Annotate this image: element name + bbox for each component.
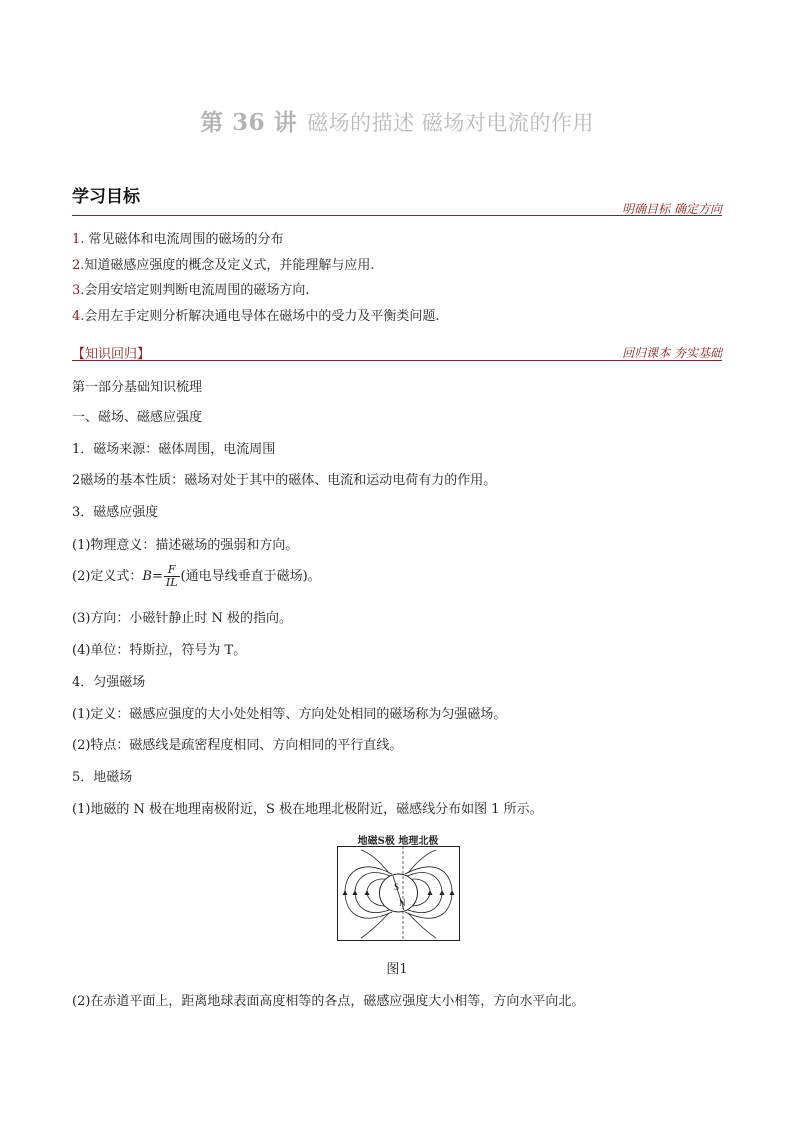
goals-list (72, 228, 722, 330)
section-divider (72, 215, 722, 216)
goal-item: 2.知道磁感应强度的概念及定义式，并能理解与应用. (72, 257, 375, 273)
knowledge-review-header (72, 343, 722, 361)
paragraph: 1．磁场来源：磁体周围，电流周围 (72, 442, 276, 457)
learning-goals-tagline: 明确目标 确定方向 (622, 202, 722, 216)
paragraph: 4．匀强磁场 (72, 675, 146, 690)
paragraph: 3．磁感应强度 (72, 505, 159, 520)
page-title (0, 104, 794, 137)
magnetic-field-diagram (337, 846, 460, 941)
paragraph: (1)定义：磁感应强度的大小处处相等、方向处处相同的磁场称为匀强磁场。 (72, 707, 507, 722)
paragraph: (2)特点：磁感线是疏密程度相同、方向相同的平行直线。 (72, 738, 403, 753)
goal-item: 4.会用左手定则分析解决通电导体在磁场中的受力及平衡类问题. (72, 308, 440, 324)
goal-item: 1. 常见磁体和电流周围的磁场的分布 (72, 232, 284, 247)
knowledge-review-tagline: 回归课本 夯实基础 (622, 346, 722, 360)
knowledge-review-heading: 【知识回归】 (72, 347, 151, 362)
formula-numerator: F (164, 564, 180, 577)
north-pole-label: N (399, 898, 406, 908)
learning-goals-header (72, 180, 722, 216)
paragraph: (4)单位：特斯拉，符号为 T。 (72, 643, 247, 658)
formula-fraction (164, 564, 180, 589)
figure-label: 地磁S极 地理北极 (357, 836, 439, 847)
south-pole-label: S (394, 882, 400, 892)
paragraph: 5．地磁场 (72, 770, 133, 785)
formula-denominator: IL (165, 576, 178, 589)
goal-item: 3.会用安培定则判断电流周围的磁场方向. (72, 283, 310, 298)
subsection-heading: 一、磁场、磁感应强度 (72, 410, 203, 425)
learning-goals-heading: 学习目标 (72, 187, 140, 207)
definition-formula-line: (2)定义式：B= $\frac{F}{IL}$ (通电导线垂直于磁场)。 (72, 563, 321, 589)
paragraph: (2)在赤道平面上，距离地球表面高度相等的各点，磁感应强度大小相等，方向水平向北。 (72, 994, 585, 1009)
paragraph: (1)物理意义：描述磁场的强弱和方向。 (72, 538, 299, 553)
lecture-topic: 磁场的描述 磁场对电流的作用 (307, 111, 594, 135)
paragraph: 2磁场的基本性质：磁场对处于其中的磁体、电流和运动电荷有力的作用。 (72, 473, 497, 488)
section-divider (72, 360, 722, 361)
lecture-number: 第 36 讲 (200, 109, 298, 136)
figure-caption: 图1 (386, 962, 408, 977)
paragraph: (3)方向：小磁针静止时 N 极的指向。 (72, 611, 293, 626)
paragraph: (1)地磁的 N 极在地理南极附近，S 极在地理北极附近，磁感线分布如图 1 所示。 (72, 802, 543, 817)
part-heading: 第一部分基础知识梳理 (72, 380, 203, 395)
formula-lhs: B= (142, 569, 163, 584)
